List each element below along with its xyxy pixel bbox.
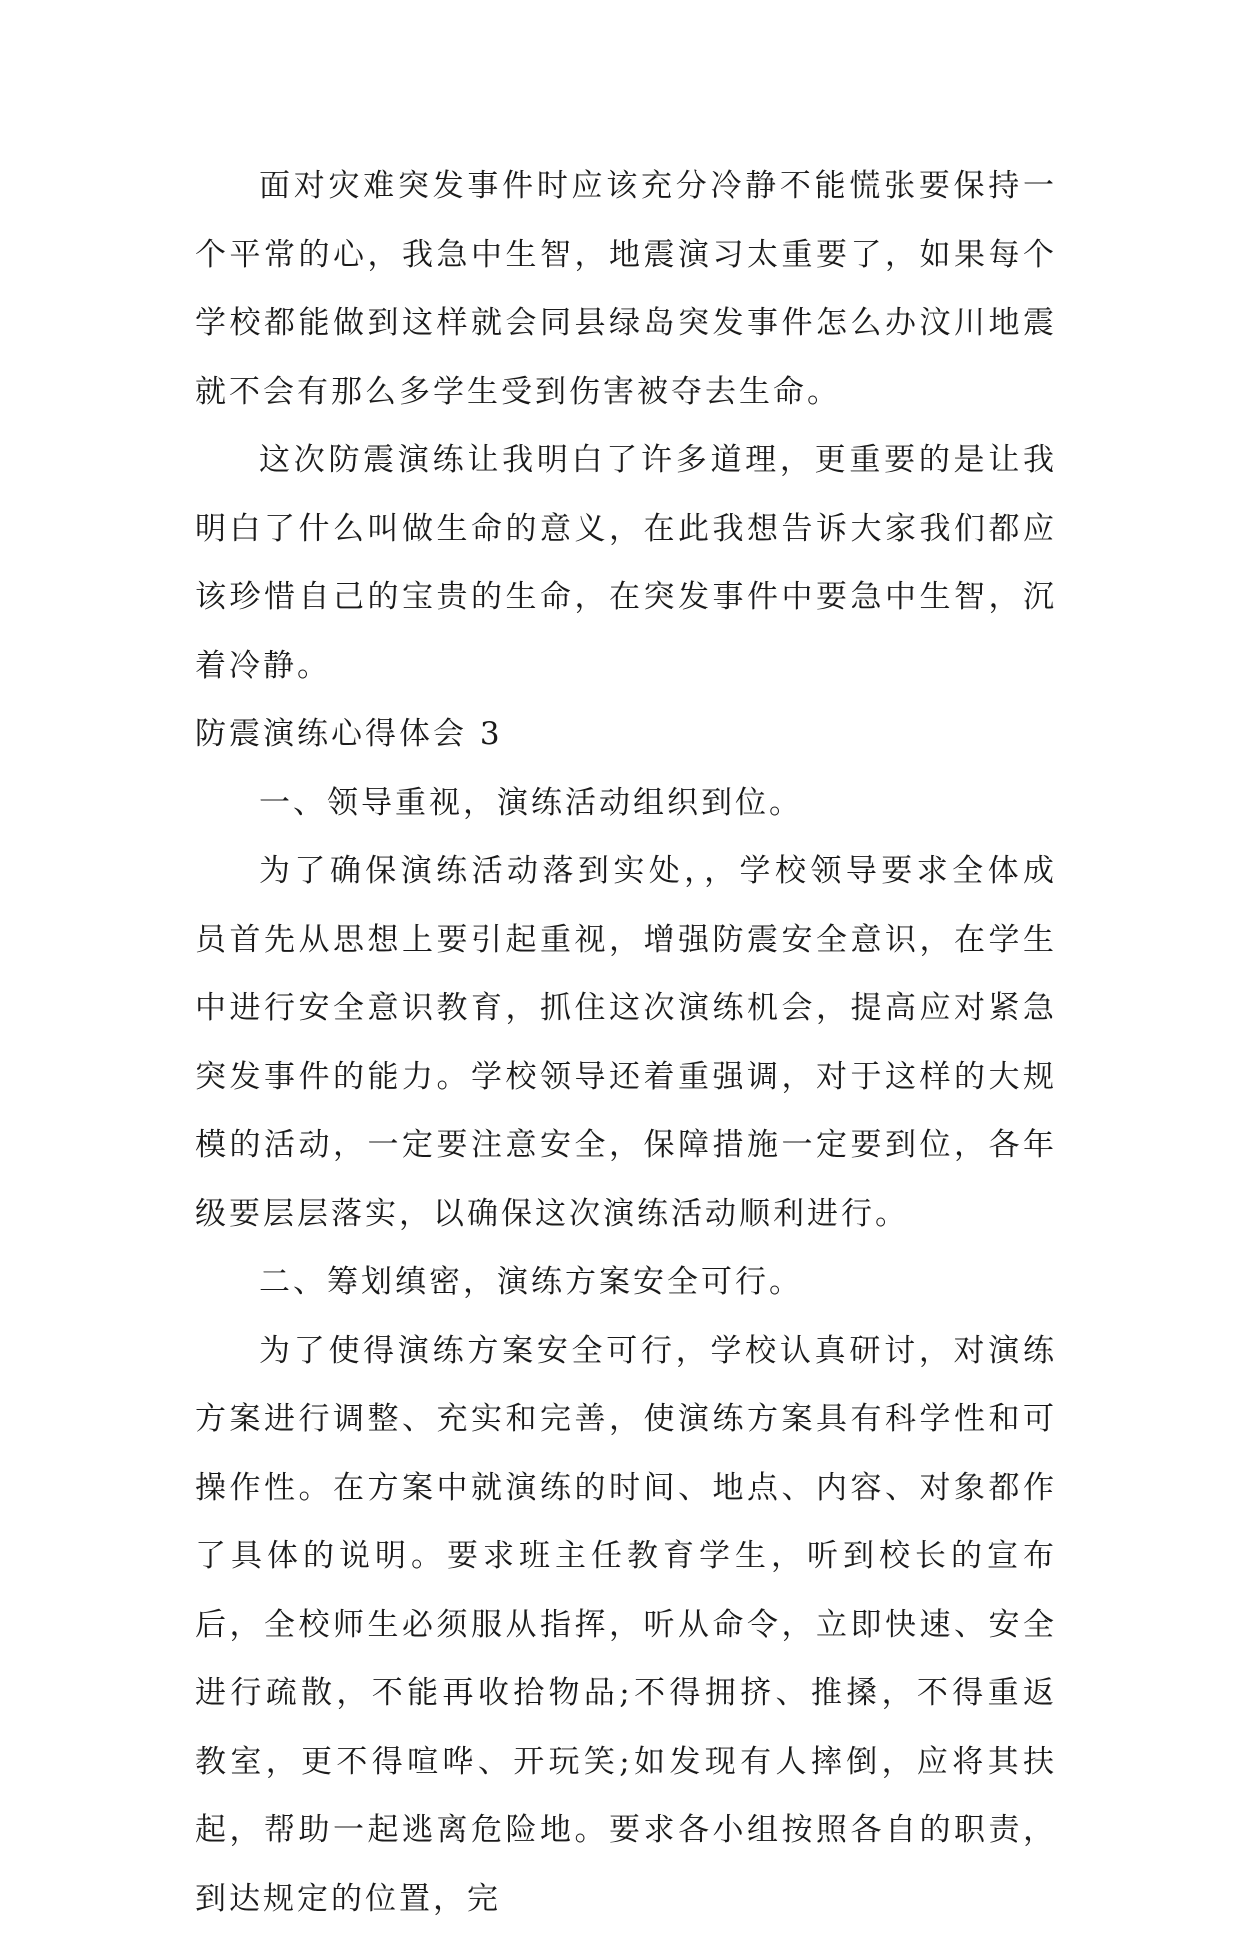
section-title: 防震演练心得体会 3 xyxy=(195,700,1057,769)
section-heading-leadership: 一、领导重视，演练活动组织到位。 xyxy=(195,769,1057,838)
paragraph-leadership: 为了确保演练活动落到实处，，学校领导要求全体成员首先从思想上要引起重视，增强防震安全意识，在学生中进行安全意识教育，抓住这次演练机会，提高应对紧急突发事件的能力。学校领导还着重强调，对于这样的大规模的活动，一定要注意安全，保障措施一定要到位，各年级要层层落实，以确保这次演练活动顺利进行。 xyxy=(195,837,1057,1248)
document-body xyxy=(195,152,1057,1933)
paragraph-disaster-response: 面对灾难突发事件时应该充分冷静不能慌张要保持一个平常的心，我急中生智，地震演习太重要了，如果每个学校都能做到这样就会同县绿岛突发事件怎么办汶川地震就不会有那么多学生受到伤害被夺去生命。 xyxy=(195,152,1057,426)
paragraph-planning: 为了使得演练方案安全可行，学校认真研讨，对演练方案进行调整、充实和完善，使演练方案具有科学性和可操作性。在方案中就演练的时间、地点、内容、对象都作了具体的说明。要求班主任教育学生，听到校长的宣布后，全校师生必须服从指挥，听从命令，立即快速、安全进行疏散，不能再收拾物品;不得拥挤、推搡，不得重返教室，更不得喧哗、开玩笑;如发现有人摔倒，应将其扶起，帮助一起逃离危险地。要求各小组按照各自的职责，到达规定的位置，完 xyxy=(195,1317,1057,1933)
paragraph-drill-lesson: 这次防震演练让我明白了许多道理，更重要的是让我明白了什么叫做生命的意义，在此我想告诉大家我们都应该珍惜自己的宝贵的生命，在突发事件中要急中生智，沉着冷静。 xyxy=(195,426,1057,700)
section-heading-planning: 二、筹划缜密，演练方案安全可行。 xyxy=(195,1248,1057,1317)
